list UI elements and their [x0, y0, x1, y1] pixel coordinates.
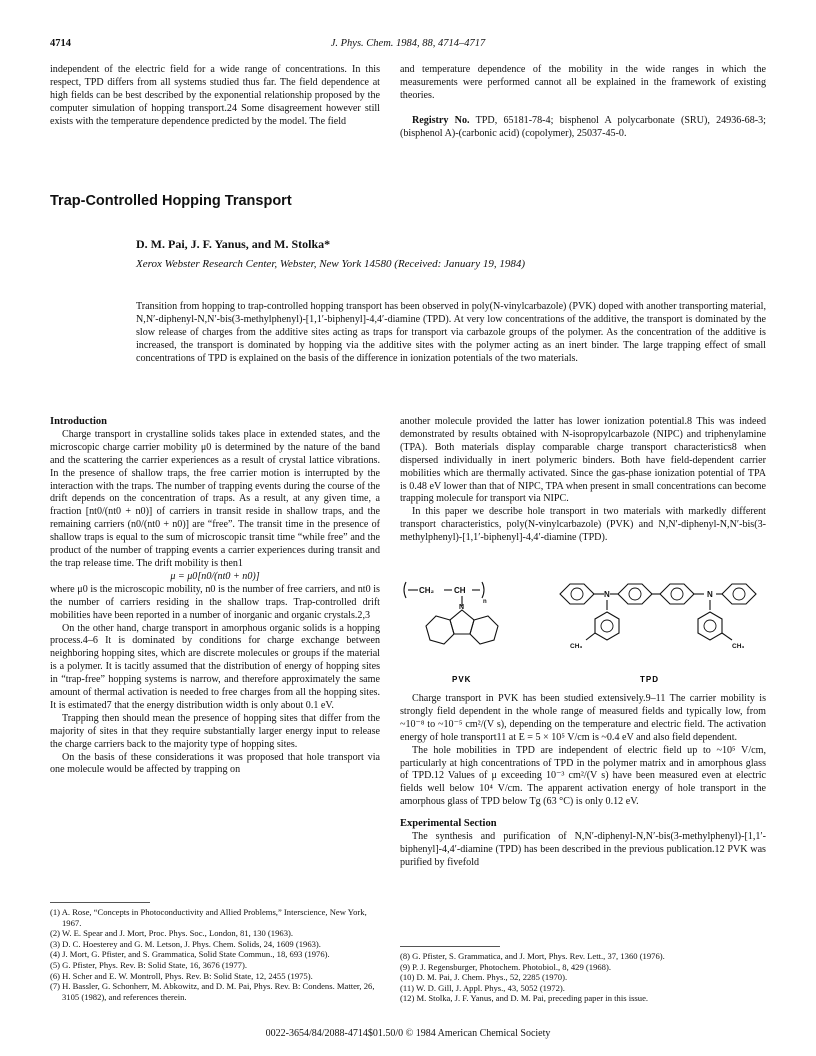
intro-paragraph-3: On the other hand, charge transport in amorphous organic solids is a hopping process.4–6 It is dominated by conditions for charge exchange between neighboring hopping sites, which are discrete molecules or groups if the material is a polymer. It is tacitly assumed that the distribution of energy of hopping sites in “trap-free” hopping systems is narrow, and therefore approximately the same amount of thermal activation is needed to free charges from all the hopping sites. It is estimated7 that the energy distribution width is only about 0.1 eV.: [50, 622, 380, 711]
footnote-rule-right: [400, 946, 500, 947]
right-paragraph-5: The synthesis and purification of N,N′-diphenyl-N,N′-bis(3-methylphenyl)-[1,1′-biphenyl]-4,4′-diamine (TPD) has been described in the previous publication.12 PVK was purified by fivefold: [400, 831, 766, 868]
article-affiliation: Xerox Webster Research Center, Webster, New York 14580 (Received: January 19, 1984): [136, 258, 525, 270]
intro-paragraph-4: Trapping then should mean the presence of hopping sites that differ from the majority of sites in that they require substantially larger energy input to release the charge carriers back to the majority type of hopping sites.: [50, 712, 380, 750]
footnote: (1) A. Rose, “Concepts in Photoconductivity and Allied Problems,” Interscience, New York, 1967.: [50, 907, 367, 928]
pvk-ch-label: CH: [454, 586, 466, 595]
registry-text: TPD, 65181-78-4; bisphenol A polycarbonate (SRU), 24936-68-3; (bisphenol A)-(carbonic acid) (copolymer), 25037-45-0.: [400, 114, 766, 139]
footnote: (9) P. J. Regensburger, Photochem. Photobiol., 8, 429 (1968).: [400, 961, 611, 972]
intro-paragraph-5: On the basis of these considerations it was proposed that hole transport via one molecule would be affected by trapping on: [50, 751, 380, 776]
right-paragraph-2: In this paper we describe hole transport in two materials with markedly different transport characteristics, poly(N-vinylcarbazole) (PVK) and N,N′-diphenyl-N,N′-bis(3-methylphenyl)-[1,1′-biphenyl]-4,4′-diamine (TPD).: [400, 506, 766, 544]
registry-label: Registry No.: [412, 114, 470, 126]
pvk-repeat-n-label: n: [483, 599, 487, 605]
footnote-rule-left: [50, 902, 150, 903]
footnote: (6) H. Scher and E. W. Montroll, Phys. Rev. B: Solid State, 12, 2455 (1975).: [50, 970, 313, 981]
footnote: (11) W. D. Gill, J. Appl. Phys., 43, 5052 (1972).: [400, 982, 565, 993]
footnotes-left: [50, 907, 380, 1002]
right-paragraph-3: Charge transport in PVK has been studied extensively.9–11 The carrier mobility is strongly field dependent in the whole range of measured fields and typically low, from ~10⁻⁸ to ~10⁻⁵ cm²/(V s), depending on the temperature and electric field. The activation energy of hole transport11 at E = 5 × 10⁵ V/cm is ~0.4 eV and also field dependent.: [400, 693, 766, 743]
footnote: (12) M. Stolka, J. F. Yanus, and D. M. Pai, preceding paper in this issue.: [400, 993, 649, 1004]
article-title: Trap-Controlled Hopping Transport: [50, 193, 292, 209]
pvk-label: PVK: [452, 675, 472, 684]
footnote: (2) W. E. Spear and J. Mort, Proc. Phys. Soc., London, 81, 130 (1963).: [50, 928, 293, 939]
drift-mobility-equation: μ = μ0[n0/(nt0 + n0)]: [170, 570, 260, 582]
footnote: (8) G. Pfister, S. Grammatica, and J. Mort, Phys. Rev. Lett., 37, 1360 (1976).: [400, 951, 665, 961]
registry-numbers: [400, 115, 766, 141]
previous-article-right: [400, 64, 766, 141]
pvk-nitrogen-label: N: [459, 604, 465, 611]
previous-article-right-text: and temperature dependence of the mobility in the wide ranges in which the measurements were performed cannot all be explained in the framework of existing theories.: [400, 64, 766, 101]
pvk-ch2-label: CH₂: [419, 586, 435, 595]
introduction-heading: Introduction: [50, 416, 107, 427]
left-column: [50, 416, 380, 777]
previous-article-left-text: independent of the electric field for a wide range of concentrations. In this respect, TPD differs from all systems studied thus far. The field dependence at high fields can be best described by the exponential relationship proposed by the computer simulation of hopping transport.24 Some disagreement however still exists with the temperature dependence predicted by the model. The field: [50, 64, 380, 127]
running-header: [50, 38, 766, 54]
intro-paragraph-1: Charge transport in crystalline solids takes place in extended states, and the microscopic charge carrier mobility μ0 is determined by the nature of the band and the scattering the carrier experiences as a result of crystal lattice vibrations. In the presence of shallow traps, the free carrier motion is interrupted by the interaction with the traps. The number of trapping events during the course of the drift depends on the concentration of traps. As a result, at any given time, a fraction [nt0/(nt0 + n0)] of carriers in transit reside in shallow traps, and the remaining carriers (n0/(nt0 + n0)] are “free”. The transit time in the presence of shallow traps is equal to the sum of microscopic transit time “while free” and the product of the number of trapping events a carrier experiences during transit and the trap release time. The drift mobility is then1: [50, 428, 380, 569]
footnote: (7) H. Bassler, G. Schonherr, M. Abkowitz, and D. M. Pai, Phys. Rev. B: Condens. Matter, 26, 3105 (1982), and references therein.: [50, 981, 375, 1002]
right-paragraph-1: another molecule provided the latter has lower ionization potential.8 This was indeed demonstrated by results obtained with N-isopropylcarbazole (NIPC) and triphenylamine (TPA). Both materials display comparable charge transport characteristics8 when dispersed individually in inert polymeric binders. Both have field-dependent carrier mobilities which are thermally activated. Since the gas-phase ionization potential of TPA is 0.48 eV lower than that of NIPC, TPA when present in small concentrations can become trapping molecule for transport via NIPC.: [400, 416, 766, 505]
footnote: (5) G. Pfister, Phys. Rev. B: Solid State, 16, 3676 (1977).: [50, 959, 247, 970]
journal-citation: J. Phys. Chem. 1984, 88, 4714–4717: [330, 38, 486, 49]
tpd-label: TPD: [640, 675, 659, 684]
experimental-heading: Experimental Section: [400, 818, 497, 830]
footnote: (3) D. C. Hoesterey and G. M. Letson, J. Phys. Chem. Solids, 24, 1609 (1963).: [50, 938, 321, 949]
footnotes-right: [400, 951, 766, 1004]
abstract: Transition from hopping to trap-controlled hopping transport has been observed in poly(N-vinylcarbazole) (PVK) doped with another transporting material, N,N′-diphenyl-N,N′-bis(3-methylphenyl)-[1,1′-biphenyl]-4,4′-diamine (TPD). At very low concentrations of the additive, the transport is dominated by the slow release of charges from the additive sites acting as traps for transport via carbazole groups of the polymer. As the concentration of the additive is increased, the transport is dominated by hopping via the additive sites with the polymer acting as an inert binder. The large trapping effect of small concentrations of TPD is explained on the basis of the difference in ionization potentials of the two materials.: [136, 301, 766, 364]
tpd-right-methyl-label: CH₃: [732, 643, 745, 650]
right-column-top: [400, 416, 766, 545]
previous-article-left: [50, 64, 380, 129]
article-authors: D. M. Pai, J. F. Yanus, and M. Stolka*: [136, 237, 331, 251]
tpd-left-nitrogen-label: N: [604, 590, 610, 599]
intro-paragraph-2: where μ0 is the microscopic mobility, n0 is the number of free carriers, and nt0 is the number of carriers residing in the shallow traps. Trap-controlled drift mobilities have been reported in a number of inorganic and organic crystals.2,3: [50, 583, 380, 621]
copyright-footer: 0022-3654/84/2088-4714$01.50/0 © 1984 American Chemical Society: [265, 1028, 551, 1039]
right-column-bottom: [400, 693, 766, 870]
page-number: 4714: [50, 38, 71, 49]
chemical-structures-figure: [400, 578, 766, 690]
tpd-right-nitrogen-label: N: [707, 590, 713, 599]
right-paragraph-4: The hole mobilities in TPD are independent of electric field up to ~10⁵ V/cm, particularly at high concentrations of TPD in the polymer matrix and in amorphous glass of TPD.12 Values of μ exceeding 10⁻³ cm²/(V s) have been measured even at electric fields well below 10⁴ V/cm. The apparent activation energy of hole transport in the amorphous glass of TPD below Tg (63 °C) is only 0.12 eV.: [400, 744, 766, 808]
tpd-left-methyl-label: CH₃: [570, 643, 583, 650]
footnote: (10) D. M. Pai, J. Chem. Phys., 52, 2285 (1970).: [400, 972, 568, 983]
footnote: (4) J. Mort, G. Pfister, and S. Grammatica, Solid State Commun., 18, 693 (1976).: [50, 949, 330, 960]
